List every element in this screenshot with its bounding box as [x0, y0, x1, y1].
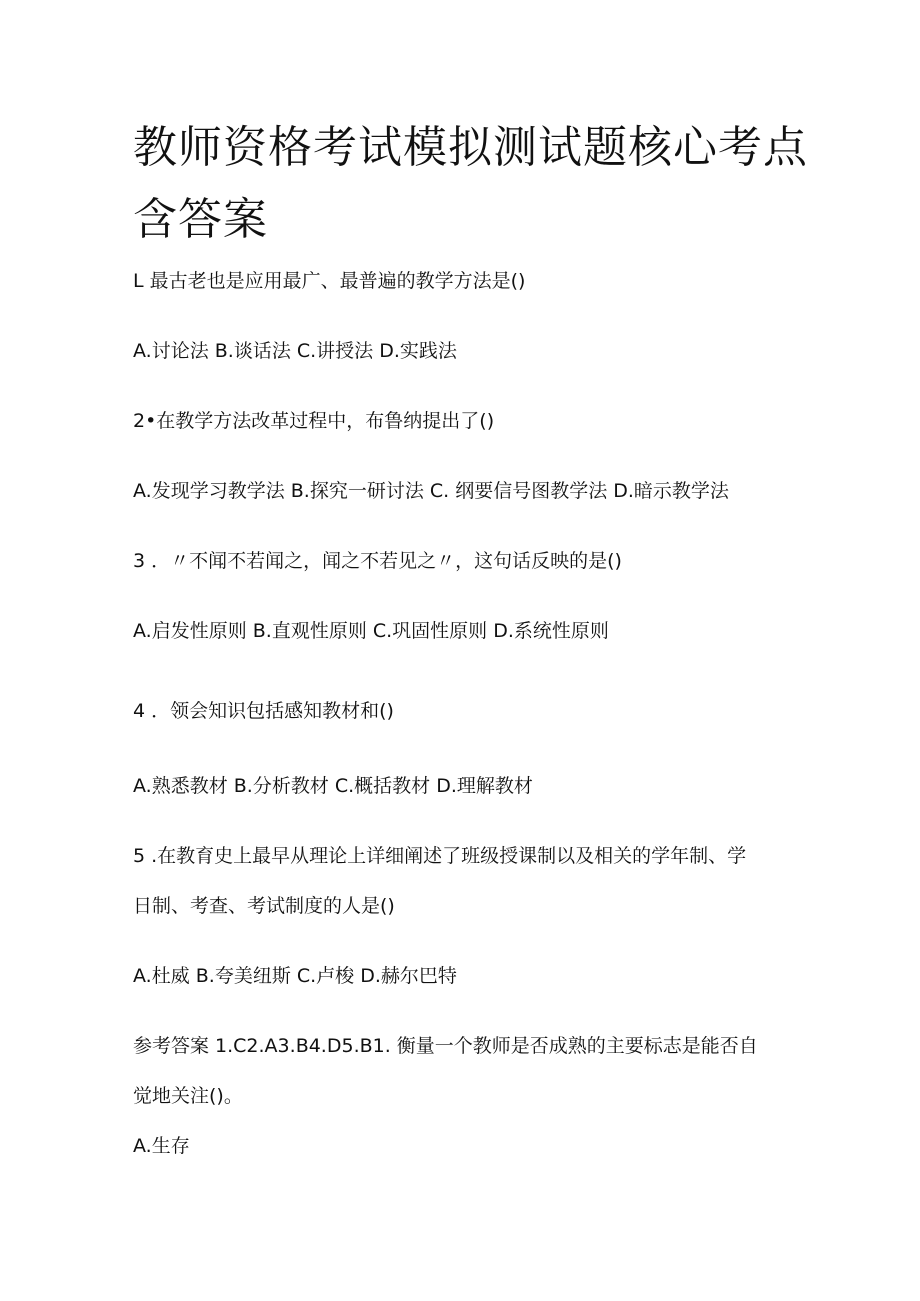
question-1: L 最古老也是应用最广、最普遍的教学方法是()	[133, 270, 526, 292]
title-line-1: 教师资格考试模拟测试题核心考点	[133, 122, 808, 173]
question-3: 3 ．〃不闻不若闻之，闻之不若见之〃，这句话反映的是()	[133, 550, 622, 572]
question-3-options: A.启发性原则 B.直观性原则 C.巩固性原则 D.系统性原则	[133, 620, 609, 642]
question-4: 4 ．领会知识包括感知教材和()	[133, 700, 394, 722]
question-5-line-2: 日制、考查、考试制度的人是()	[133, 895, 395, 917]
question-2-options: A.发现学习教学法 B.探究一研讨法 C. 纲要信号图教学法 D.暗示教学法	[133, 480, 729, 502]
question-5-options: A.杜威 B.夸美纽斯 C.卢梭 D.赫尔巴特	[133, 965, 457, 987]
answer-key-line-2: 觉地关注()。	[133, 1085, 243, 1107]
question-5-line-1: 5 .在教育史上最早从理论上详细阐述了班级授课制以及相关的学年制、学	[133, 845, 747, 867]
next-question-option-a: A.生存	[133, 1135, 190, 1157]
title-line-2: 含答案	[133, 194, 268, 245]
document-title	[133, 112, 813, 256]
answer-key-line-1: 参考答案 1.C2.A3.B4.D5.B1. 衡量一个教师是否成熟的主要标志是能否自	[133, 1035, 758, 1057]
question-2: 2•在教学方法改革过程中，布鲁纳提出了()	[133, 410, 495, 432]
question-1-options: A.讨论法 B.谈话法 C.讲授法 D.实践法	[133, 340, 457, 362]
question-4-options: A.熟悉教材 B.分析教材 C.概括教材 D.理解教材	[133, 775, 533, 797]
